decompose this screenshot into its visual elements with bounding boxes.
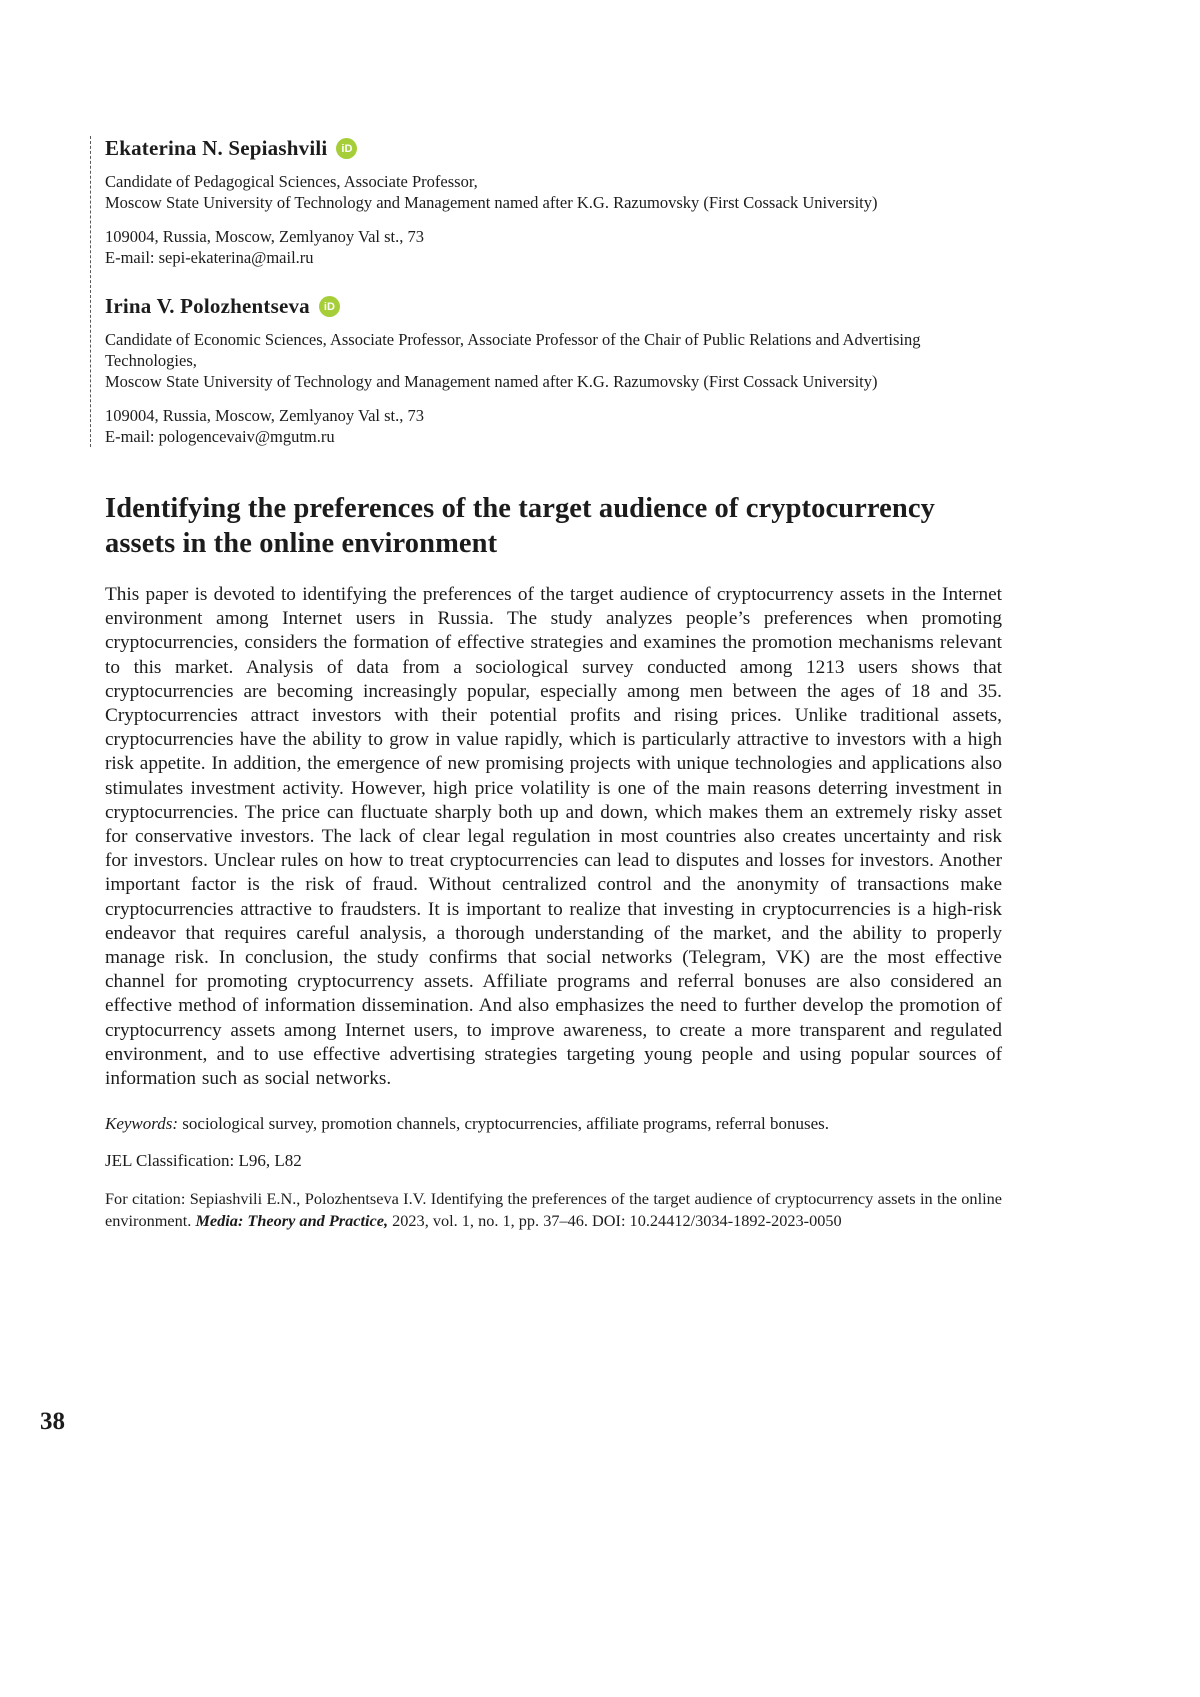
page-number: 38 [40, 1408, 65, 1435]
keywords-text: sociological survey, promotion channels, cryptocurrencies, affiliate programs, referral bonuses. [178, 1114, 830, 1134]
keywords-line [105, 1113, 1002, 1135]
citation-suffix: 2023, vol. 1, no. 1, pp. 37–46. DOI: 10.24412/3034-1892-2023-0050 [388, 1210, 842, 1230]
author-email: E-mail: pologencevaiv@mgutm.ru [105, 427, 335, 446]
author-email: E-mail: sepi-ekaterina@mail.ru [105, 248, 314, 267]
orcid-icon[interactable]: iD [336, 138, 357, 159]
author-bio [105, 171, 1002, 213]
authors-section [90, 136, 1002, 447]
author-bio [105, 329, 1002, 392]
author-contact [105, 405, 1002, 447]
article-abstract: This paper is devoted to identifying the preferences of the target audience of cryptocurrency assets in the Internet environment among Internet users in Russia. The study analyzes people’s preferences when promoting cryptocurrencies, considers the formation of effective strategies and examines the promotion mechanisms relevant to this market. Analysis of data from a sociological survey conducted among 1213 users shows that cryptocurrencies are becoming increasingly popular, especially among men between the ages of 18 and 35. Cryptocurrencies attract investors with their potential profits and rising prices. Unlike traditional assets, cryptocurrencies have the ability to grow in value rapidly, which is particularly attractive to investors with a high risk appetite. In addition, the emergence of new promising projects with unique technologies and applications also stimulates investment activity. However, high price volatility is one of the main reasons deterring investment in cryptocurrencies. The price can fluctuate sharply both up and down, which makes them an extremely risky asset for conservative investors. The lack of clear legal regulation in most countries also creates uncertainty and risk for investors. Unclear rules on how to treat cryptocurrencies can lead to disputes and losses for investors. Another important factor is the risk of fraud. Without centralized control and the anonymity of transactions make cryptocurrencies attractive to fraudsters. It is important to realize that investing in cryptocurrencies is a high-risk endeavor that requires careful analysis, a thorough understanding of the market, and the ability to properly manage risk. In conclusion, the study confirms that social networks (Telegram, VK) are the most effective channel for promoting cryptocurrency assets. Affiliate programs and referral bonuses are also considered an effective method of information dissemination. And also emphasizes the need to further develop the promotion of cryptocurrency assets among Internet users, to improve awareness, to create a more transparent and regulated environment, and to use effective advertising strategies targeting young people and using popular sources of information such as social networks. [105, 584, 1002, 1090]
page-content [105, 136, 1002, 1231]
author-address: 109004, Russia, Moscow, Zemlyanoy Val st., 73 [105, 227, 424, 246]
author-contact [105, 226, 1002, 268]
author-name: Ekaterina N. Sepiashvili [105, 136, 328, 160]
article-title: Identifying the preferences of the target audience of cryptocurrency assets in the online environment [105, 493, 935, 559]
author-name-row [105, 136, 1002, 161]
author-bio-line: Candidate of Economic Sciences, Associate Professor, Associate Professor of the Chair of Public Relations and Advertising Technologies, [105, 330, 921, 370]
citation-prefix: For citation: Sepiashvili E.N., Polozhentseva I.V. Identifying the preferences of the target audience of cryptocurrency assets in the online environment. [105, 1189, 1002, 1230]
author-bio-line: Moscow State University of Technology and Management named after K.G. Razumovsky (First Cossack University) [105, 372, 878, 391]
author-name: Irina V. Polozhentseva [105, 294, 310, 318]
citation-journal-name: Media: Theory and Practice, [195, 1210, 389, 1230]
author-name-row [105, 294, 1002, 319]
orcid-icon[interactable]: iD [319, 296, 340, 317]
author-bio-line: Candidate of Pedagogical Sciences, Associate Professor, [105, 172, 478, 191]
citation-block [105, 1188, 1002, 1231]
keywords-label: Keywords: [105, 1114, 179, 1134]
author-bio-line: Moscow State University of Technology and Management named after K.G. Razumovsky (First Cossack University) [105, 193, 878, 212]
author-block-1 [105, 136, 1002, 268]
jel-classification: JEL Classification: L96, L82 [105, 1151, 302, 1171]
author-address: 109004, Russia, Moscow, Zemlyanoy Val st., 73 [105, 406, 424, 425]
author-block-2 [105, 294, 1002, 447]
